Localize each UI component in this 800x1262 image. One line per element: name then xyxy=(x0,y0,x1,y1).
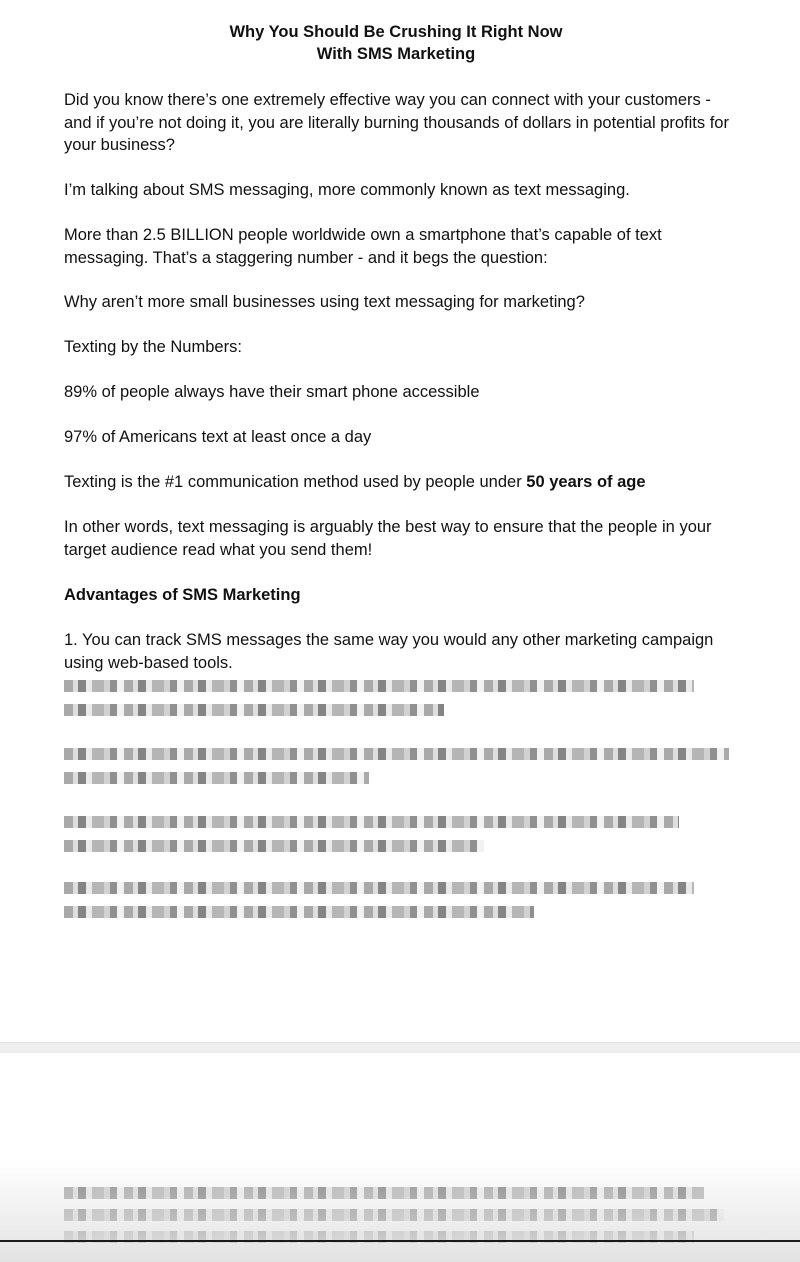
paragraph-other-words: In other words, text messaging is arguably the best way to ensure that the people in your target audience read what you send them! xyxy=(64,518,712,559)
paragraph-question: Why aren’t more small businesses using text messaging for marketing? xyxy=(64,293,585,311)
stat-communication-text: Texting is the #1 communication method used by people under xyxy=(64,473,527,491)
section-heading: Advantages of SMS Marketing xyxy=(64,586,301,604)
blurred-paragraph xyxy=(64,746,734,786)
paragraph-sms: I’m talking about SMS messaging, more commonly known as text messaging. xyxy=(64,181,630,199)
title-line-2: With SMS Marketing xyxy=(316,45,476,63)
stat-smartphone: 89% of people always have their smart phone accessible xyxy=(64,383,480,401)
blurred-paragraph xyxy=(64,880,734,920)
paragraph-numbers-heading: Texting by the Numbers: xyxy=(64,338,242,356)
page-title xyxy=(0,21,792,65)
stat-communication xyxy=(64,471,736,494)
stat-communication-bold: 50 years of age xyxy=(526,473,646,491)
blurred-paragraph xyxy=(64,678,734,718)
stat-americans: 97% of Americans text at least once a day xyxy=(64,428,372,446)
paragraph-intro: Did you know there’s one extremely effective way you can connect with your customers - and if you’re not doing it, you are literally burning thousands of dollars in potential profits for your business? xyxy=(64,91,729,154)
advantage-1: 1. You can track SMS messages the same way you would any other marketing campaign using web-based tools. xyxy=(64,631,714,672)
bottom-fade xyxy=(0,1160,800,1262)
bottom-divider xyxy=(0,1240,800,1242)
blurred-paragraph xyxy=(64,814,734,854)
paragraph-billion: More than 2.5 BILLION people worldwide own a smartphone that’s capable of text messaging. That’s a staggering number - and it begs the question: xyxy=(64,226,662,267)
title-line-1: Why You Should Be Crushing It Right Now xyxy=(229,23,563,41)
